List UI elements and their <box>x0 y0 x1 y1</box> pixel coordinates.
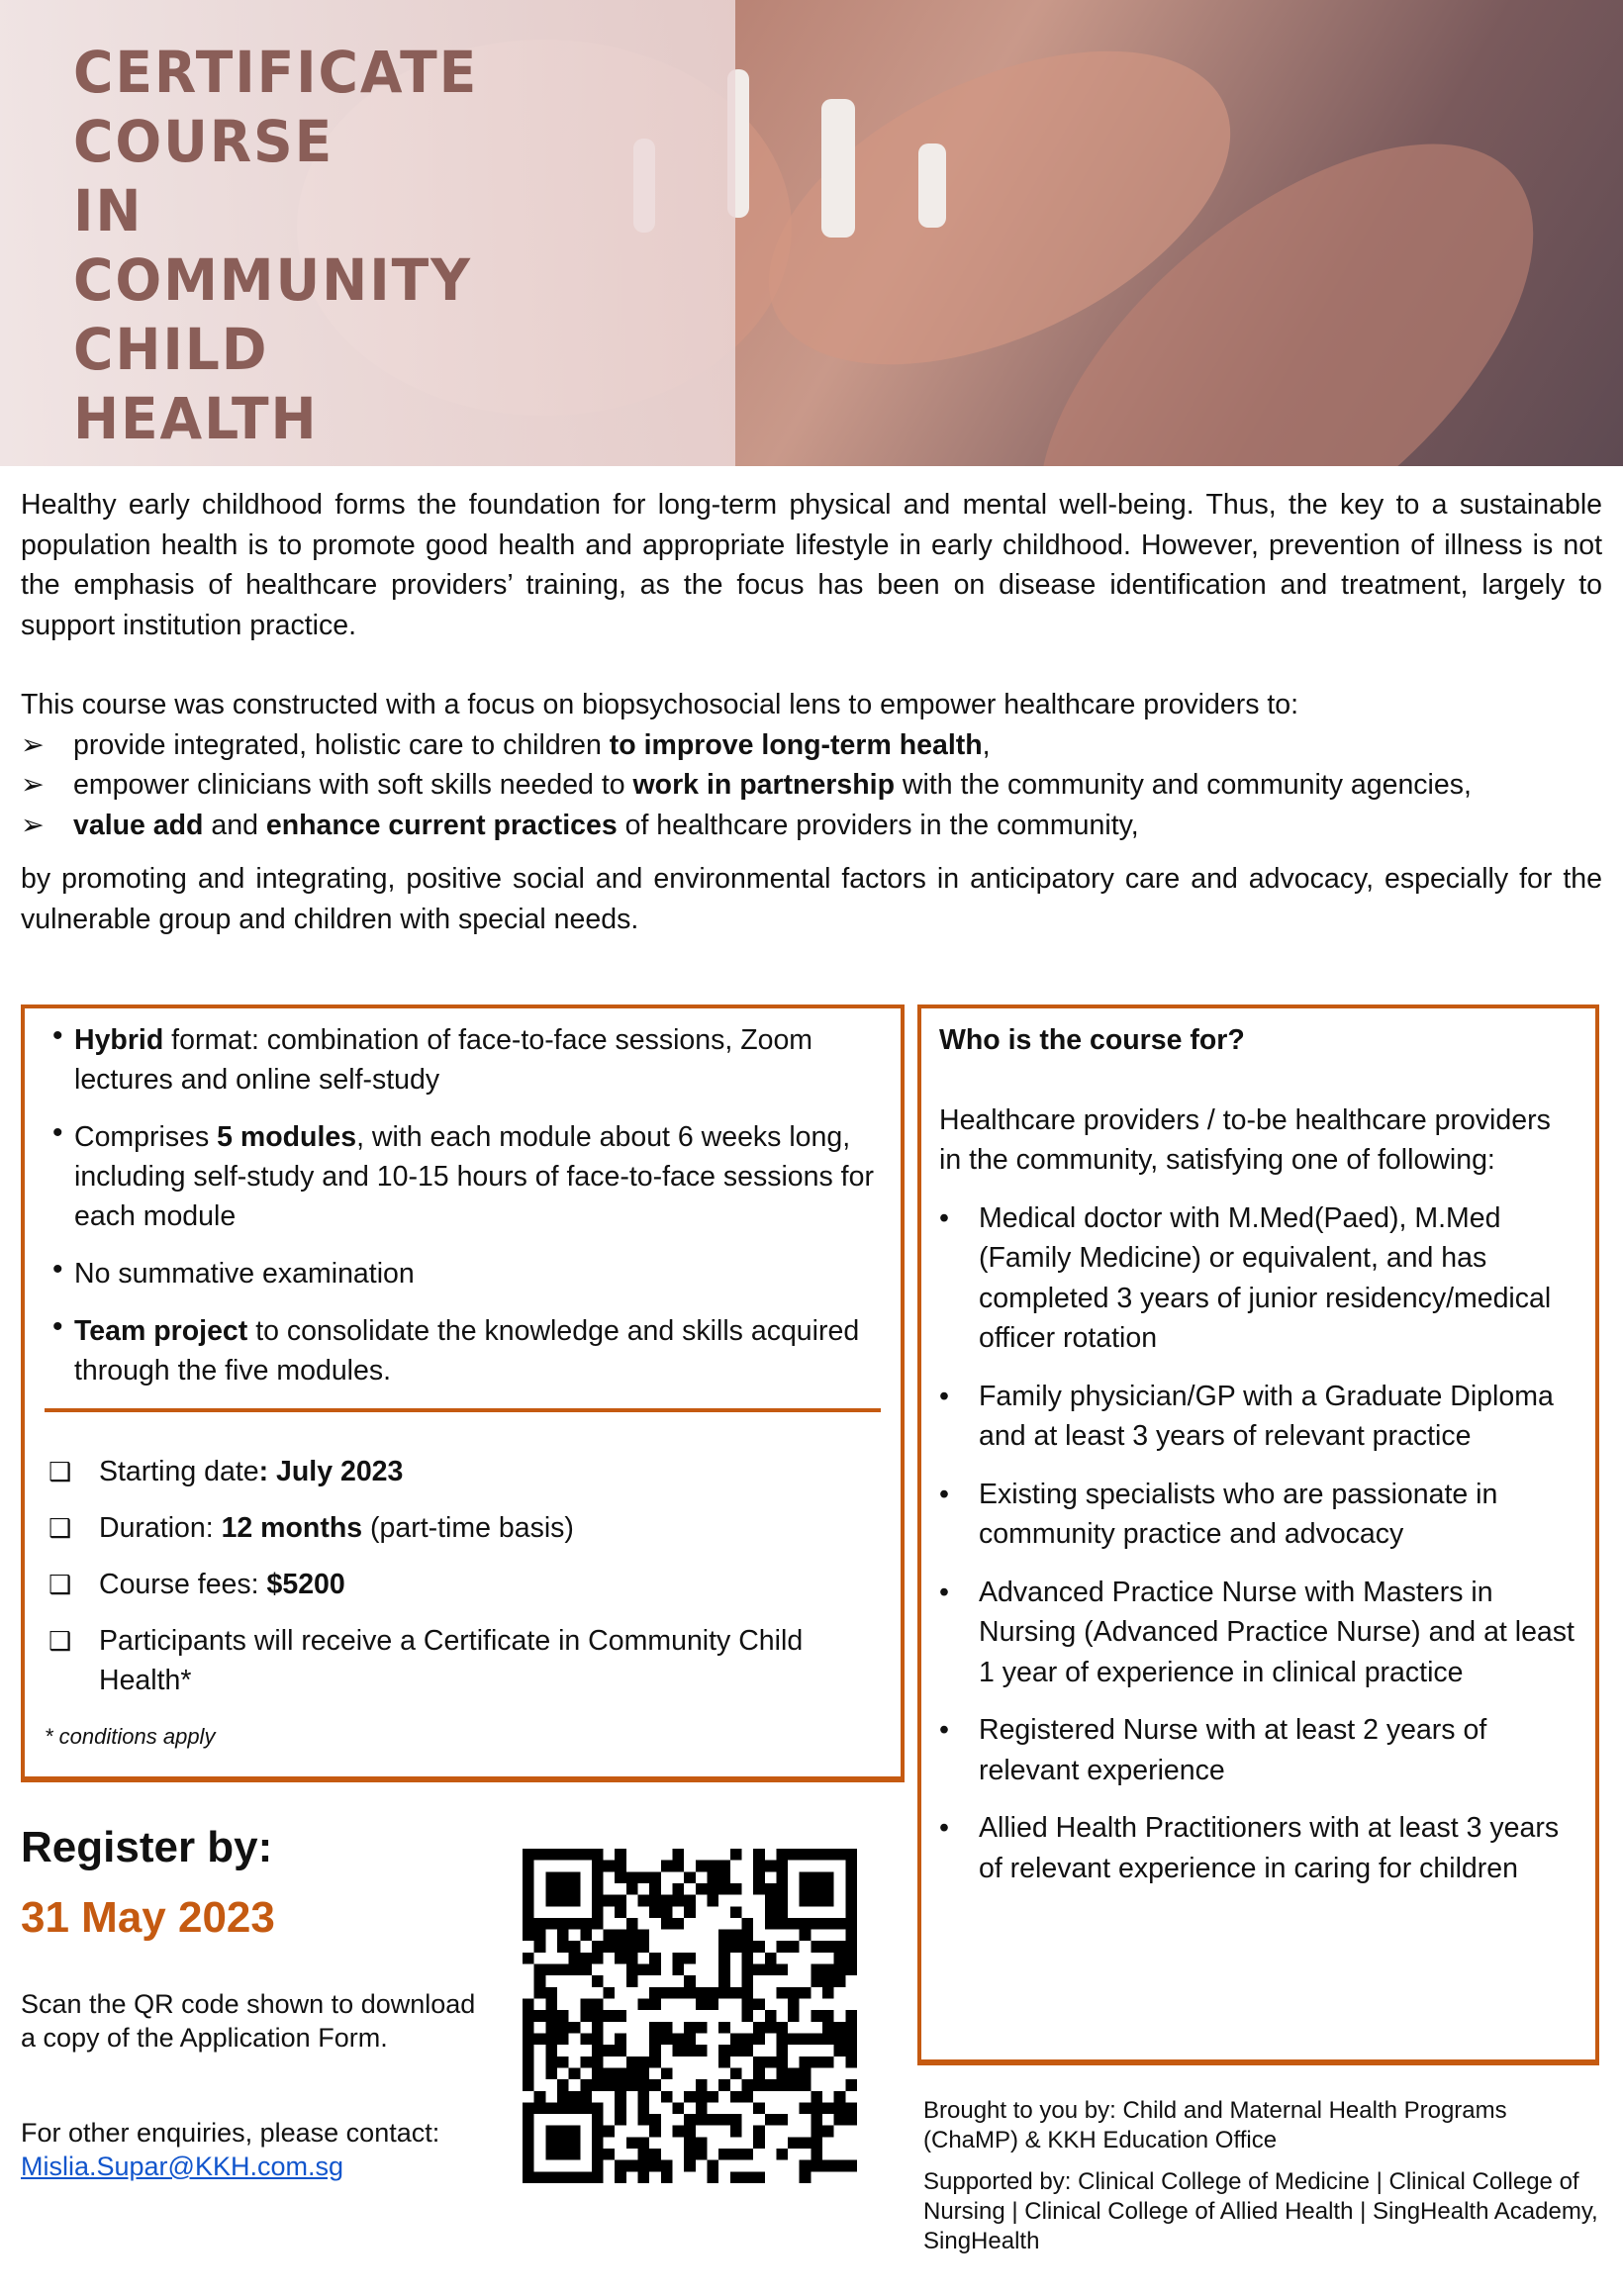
arrow-bullet-icon: ➢ <box>21 809 45 841</box>
intro-paragraph: This course was constructed with a focus on biopsychosocial lens to empower healthcare providers to: <box>21 689 1299 720</box>
audience-heading: Who is the course for? <box>939 1024 1245 1056</box>
text: Medical doctor with M.Med(Paed), M.Med (Family Medicine) or equivalent, and has completed 3 years of junior residency/medical officer rotation <box>979 1201 1552 1354</box>
text: , with each module about 6 weeks long, including self-study and 10-15 hours of face-to-face sessions for each module <box>74 1121 874 1232</box>
text: provide integrated, holistic care to children <box>73 728 610 761</box>
register-deadline: 31 May 2023 <box>21 1893 275 1942</box>
text: enhance current practices <box>265 809 618 841</box>
arrow-bullet-icon: ➢ <box>21 728 45 761</box>
list-item <box>21 725 1602 766</box>
bullet-icon: • <box>52 1116 63 1149</box>
paper-figure-icon <box>821 99 855 238</box>
enquiries-label: For other enquiries, please contact: <box>21 2118 440 2148</box>
text: Family physician/GP with a Graduate Diploma and at least 3 years of relevant practice <box>979 1380 1554 1452</box>
paper-figure-icon <box>918 144 946 228</box>
audience-lead: Healthcare providers / to-be healthcare providers in the community, satisfying one of following: <box>939 1103 1551 1176</box>
title-line: CHILD <box>73 316 269 383</box>
text: with the community and community agencies, <box>894 769 1472 801</box>
bullet-icon: • <box>939 1576 949 1608</box>
text: Existing specialists who are passionate in community practice and advocacy <box>979 1478 1498 1550</box>
text: Registered Nurse with at least 2 years of relevant experience <box>979 1714 1487 1786</box>
detail-item <box>45 1508 881 1548</box>
list-item <box>939 1475 1577 1555</box>
objectives-list <box>21 725 1602 846</box>
bullet-icon: • <box>939 1380 949 1412</box>
bullet-icon: • <box>52 1253 63 1286</box>
arrow-bullet-icon: ➢ <box>21 769 45 801</box>
text: , <box>982 728 991 761</box>
title-line: IN <box>73 177 143 244</box>
list-item <box>45 1020 881 1100</box>
footer-credits <box>923 2096 1606 2268</box>
list-item <box>45 1254 881 1293</box>
text: No summative examination <box>74 1258 415 1290</box>
text: Comprises <box>74 1121 218 1153</box>
text: and <box>203 809 266 841</box>
intro-section <box>21 485 1602 979</box>
divider <box>45 1408 881 1412</box>
text: value add <box>73 809 204 841</box>
list-item <box>21 806 1602 846</box>
text: Participants will receive a Certificate in Community Child Health* <box>99 1625 804 1696</box>
checkbox-bullet-icon: ❑ <box>48 1626 72 1656</box>
title-line: HEALTH <box>73 385 319 452</box>
bullet-icon: • <box>52 1019 63 1052</box>
qr-code[interactable] <box>523 1849 857 2183</box>
text: Team project <box>74 1315 248 1347</box>
banner-title <box>73 38 478 453</box>
text: work in partnership <box>632 769 895 801</box>
text: empower clinicians with soft skills needed to <box>73 769 633 801</box>
hero-banner <box>0 0 1623 466</box>
text: Hybrid <box>74 1024 164 1056</box>
text: format: combination of face-to-face sessions, Zoom lectures and online self-study <box>74 1024 813 1096</box>
bullet-icon: • <box>939 1714 949 1746</box>
intro-paragraph: by promoting and integrating, positive social and environmental factors in anticipatory care and advocacy, especially for the vulnerable group and children with special needs. <box>21 863 1602 935</box>
title-line: CERTIFICATE <box>73 39 479 106</box>
checkbox-bullet-icon: ❑ <box>48 1513 72 1543</box>
scan-instructions: Scan the QR code shown to download a copy of the Application Form. <box>21 1989 476 2053</box>
supported-by-text: Supported by: Clinical College of Medicine | Clinical College of Nursing | Clinical College of Allied Health | SingHealth Academy, SingHealth <box>923 2168 1598 2254</box>
checkbox-bullet-icon: ❑ <box>48 1457 72 1486</box>
course-fee: $5200 <box>266 1569 345 1600</box>
title-line: COURSE <box>73 108 334 175</box>
duration: 12 months <box>221 1512 363 1544</box>
enquiries <box>21 2116 439 2183</box>
list-item <box>939 1377 1577 1457</box>
detail-item <box>45 1452 881 1491</box>
list-item <box>939 1198 1577 1359</box>
conditions-note: * conditions apply <box>45 1724 216 1749</box>
bullet-icon: • <box>939 1201 949 1234</box>
text: (part-time basis) <box>362 1512 574 1544</box>
start-date: : July 2023 <box>258 1456 404 1487</box>
text: Starting date <box>99 1456 259 1487</box>
title-line: COMMUNITY <box>73 246 472 314</box>
bullet-icon: • <box>939 1812 949 1844</box>
text: of healthcare providers in the community, <box>617 809 1139 841</box>
text: to consolidate the knowledge and skills acquired through the five modules. <box>74 1315 860 1387</box>
checkbox-bullet-icon: ❑ <box>48 1570 72 1599</box>
list-item <box>939 1808 1577 1888</box>
detail-item <box>45 1565 881 1604</box>
list-item <box>45 1311 881 1390</box>
audience-box <box>917 1004 1599 2065</box>
contact-email-link[interactable]: Mislia.Supar@KKH.com.sg <box>21 2152 344 2181</box>
list-item <box>21 765 1602 806</box>
brought-by-text: Brought to you by: Child and Maternal Health Programs (ChaMP) & KKH Education Office <box>923 2097 1507 2153</box>
text: Allied Health Practitioners with at least 3 years of relevant experience in caring for children <box>979 1812 1560 1884</box>
list-item <box>939 1573 1577 1693</box>
text: Duration: <box>99 1512 222 1544</box>
text: Advanced Practice Nurse with Masters in Nursing (Advanced Practice Nurse) and at least 1 year of experience in clinical practice <box>979 1576 1575 1688</box>
bullet-icon: • <box>939 1478 949 1510</box>
text: 5 modules <box>217 1121 357 1153</box>
bullet-icon: • <box>52 1310 63 1343</box>
list-item <box>45 1117 881 1236</box>
intro-paragraph: Healthy early childhood forms the foundation for long-term physical and mental well-being. Thus, the key to a sustainable population health is to promote good health and appropriate lifestyle in early childhood. However, prevention of illness is not the emphasis of healthcare providers’ training, as the focus has been on disease identification and treatment, largely to support institution practice. <box>21 489 1602 641</box>
text: Course fees: <box>99 1569 267 1600</box>
course-format-box <box>21 1004 905 1782</box>
register-by-label: Register by: <box>21 1823 273 1871</box>
text: to improve long-term health <box>609 728 983 761</box>
detail-item <box>45 1621 881 1700</box>
list-item <box>939 1710 1577 1790</box>
